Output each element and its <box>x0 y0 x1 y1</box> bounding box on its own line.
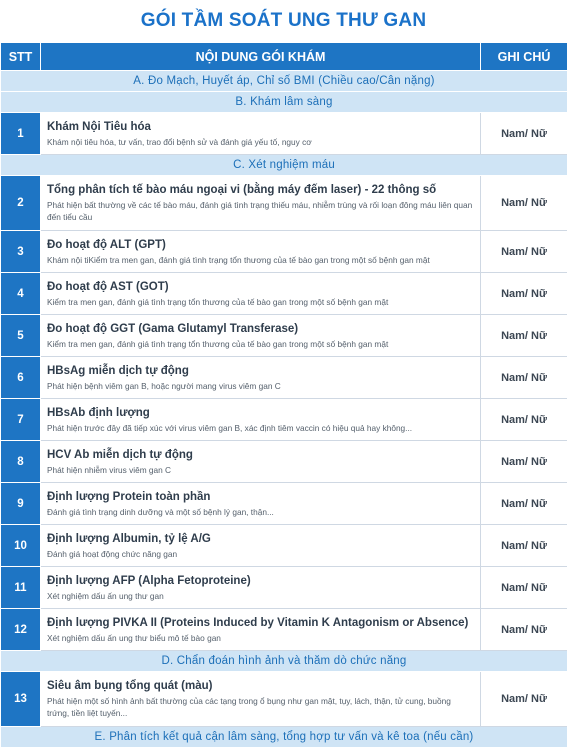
row-stt: 8 <box>1 441 41 483</box>
row-stt: 9 <box>1 483 41 525</box>
row-stt: 10 <box>1 525 41 567</box>
item-desc: Đánh giá hoạt động chức năng gan <box>47 548 178 559</box>
row-content <box>41 483 481 525</box>
row-note: Nam/ Nữ <box>481 399 567 441</box>
header-stt: STT <box>1 43 41 71</box>
table-row <box>1 441 567 483</box>
item-desc: Phát hiện trước đây đã tiếp xúc với virus viêm gan B, xác định tiêm vaccin có hiệu quả hay không... <box>47 422 413 433</box>
row-content <box>41 609 481 651</box>
row-stt: 11 <box>1 567 41 609</box>
section-label: B. Khám lâm sàng <box>1 92 567 113</box>
table-row <box>1 399 567 441</box>
item-title: HBsAg miễn dịch tự động <box>47 364 189 377</box>
table-row <box>1 113 567 155</box>
item-title: HCV Ab miễn dịch tự động <box>47 448 193 461</box>
row-stt: 1 <box>1 113 41 155</box>
row-stt: 6 <box>1 357 41 399</box>
row-content <box>41 176 481 231</box>
item-desc: Khám nội tiKiểm tra men gan, đánh giá tình trạng tổn thương của tế bào gan trong một số bệnh gan mật <box>47 254 430 265</box>
header-note: GHI CHÚ <box>481 43 567 71</box>
row-stt: 12 <box>1 609 41 651</box>
section-label: A. Đo Mạch, Huyết áp, Chỉ số BMI (Chiều cao/Cân nặng) <box>1 71 567 92</box>
row-note: Nam/ Nữ <box>481 525 567 567</box>
row-note: Nam/ Nữ <box>481 113 567 155</box>
table-row <box>1 483 567 525</box>
item-desc: Phát hiện một số hình ảnh bất thường của các tạng trong ổ bụng như gan mật, tụy, lách, thận, tử cung, buồng trứng, tiền liệt tuyến... <box>47 696 451 718</box>
item-title: Định lượng Protein toàn phần <box>47 490 211 503</box>
section-row-d <box>1 651 567 672</box>
table-row <box>1 273 567 315</box>
section-row-b <box>1 92 567 113</box>
row-stt: 2 <box>1 176 41 231</box>
item-title: Đo hoạt độ ALT (GPT) <box>47 238 166 251</box>
row-content <box>41 231 481 273</box>
section-row-c <box>1 155 567 176</box>
table-row <box>1 567 567 609</box>
section-label: C. Xét nghiệm máu <box>1 155 567 176</box>
page-title: GÓI TẦM SOÁT UNG THƯ GAN <box>140 10 427 31</box>
item-title: Định lượng Albumin, tỷ lệ A/G <box>47 532 211 545</box>
item-desc: Khám nội tiêu hóa, tư vấn, trao đổi bệnh sử và đánh giá yếu tố, nguy cơ <box>47 136 312 147</box>
item-desc: Phát hiện bệnh viêm gan B, hoặc người mang virus viêm gan C <box>47 380 281 391</box>
table-row <box>1 609 567 651</box>
item-desc: Xét nghiệm dấu ấn ung thư gan <box>47 590 164 601</box>
section-row-a <box>1 71 567 92</box>
row-content <box>41 441 481 483</box>
table-row <box>1 672 567 727</box>
row-stt: 13 <box>1 672 41 727</box>
item-desc: Phát hiện nhiễm virus viêm gan C <box>47 464 172 475</box>
row-note: Nam/ Nữ <box>481 357 567 399</box>
section-row-e <box>1 727 567 747</box>
row-stt: 4 <box>1 273 41 315</box>
section-label: D. Chẩn đoán hình ảnh và thăm dò chức năng <box>1 651 567 672</box>
row-note: Nam/ Nữ <box>481 609 567 651</box>
row-content <box>41 567 481 609</box>
row-content <box>41 113 481 155</box>
row-content <box>41 357 481 399</box>
package-table <box>0 42 567 747</box>
table-row <box>1 176 567 231</box>
table-row <box>1 525 567 567</box>
item-title: Siêu âm bụng tổng quát (màu) <box>47 680 213 692</box>
item-title: Tổng phân tích tế bào máu ngoại vi (bằng máy đếm laser) - 22 thông số <box>47 184 437 196</box>
item-title: Đo hoạt độ AST (GOT) <box>47 280 169 293</box>
row-stt: 5 <box>1 315 41 357</box>
row-content <box>41 399 481 441</box>
table-row <box>1 315 567 357</box>
item-desc: Kiểm tra men gan, đánh giá tình trạng tổn thương của tế bào gan trong một số bệnh gan mật <box>47 338 389 349</box>
item-desc: Xét nghiệm dấu ấn ung thư biểu mô tế bào gan <box>47 632 221 643</box>
item-title: Đo hoạt độ GGT (Gama Glutamyl Transferase) <box>47 322 299 335</box>
table-header-row <box>1 43 567 71</box>
item-desc: Kiểm tra men gan, đánh giá tình trạng tổn thương của tế bào gan trong một số bệnh gan mật <box>47 296 389 307</box>
item-title: HBsAb định lượng <box>47 406 150 419</box>
section-label: E. Phân tích kết quả cận lâm sàng, tổng hợp tư vấn và kê toa (nếu cần) <box>1 727 567 747</box>
row-content <box>41 525 481 567</box>
table-row <box>1 231 567 273</box>
row-note: Nam/ Nữ <box>481 176 567 231</box>
row-note: Nam/ Nữ <box>481 231 567 273</box>
item-desc: Phát hiện bất thường về các tế bào máu, đánh giá tình trạng thiếu máu, nhiễm trùng và rối loạn đông máu liên quan đến tiểu cầu <box>47 200 473 222</box>
row-content <box>41 672 481 727</box>
header-content: NỘI DUNG GÓI KHÁM <box>41 43 481 71</box>
row-note: Nam/ Nữ <box>481 483 567 525</box>
table-row <box>1 357 567 399</box>
item-desc: Đánh giá tình trạng dinh dưỡng và một số bệnh lý gan, thận... <box>47 506 274 517</box>
row-note: Nam/ Nữ <box>481 273 567 315</box>
row-content <box>41 273 481 315</box>
row-note: Nam/ Nữ <box>481 567 567 609</box>
row-stt: 3 <box>1 231 41 273</box>
row-stt: 7 <box>1 399 41 441</box>
row-note: Nam/ Nữ <box>481 441 567 483</box>
row-note: Nam/ Nữ <box>481 672 567 727</box>
item-title: Định lượng PIVKA II (Proteins Induced by Vitamin K Antagonism or Absence) <box>47 616 469 629</box>
item-title: Định lượng AFP (Alpha Fetoproteine) <box>47 574 251 587</box>
row-note: Nam/ Nữ <box>481 315 567 357</box>
row-content <box>41 315 481 357</box>
item-title: Khám Nội Tiêu hóa <box>47 120 151 133</box>
